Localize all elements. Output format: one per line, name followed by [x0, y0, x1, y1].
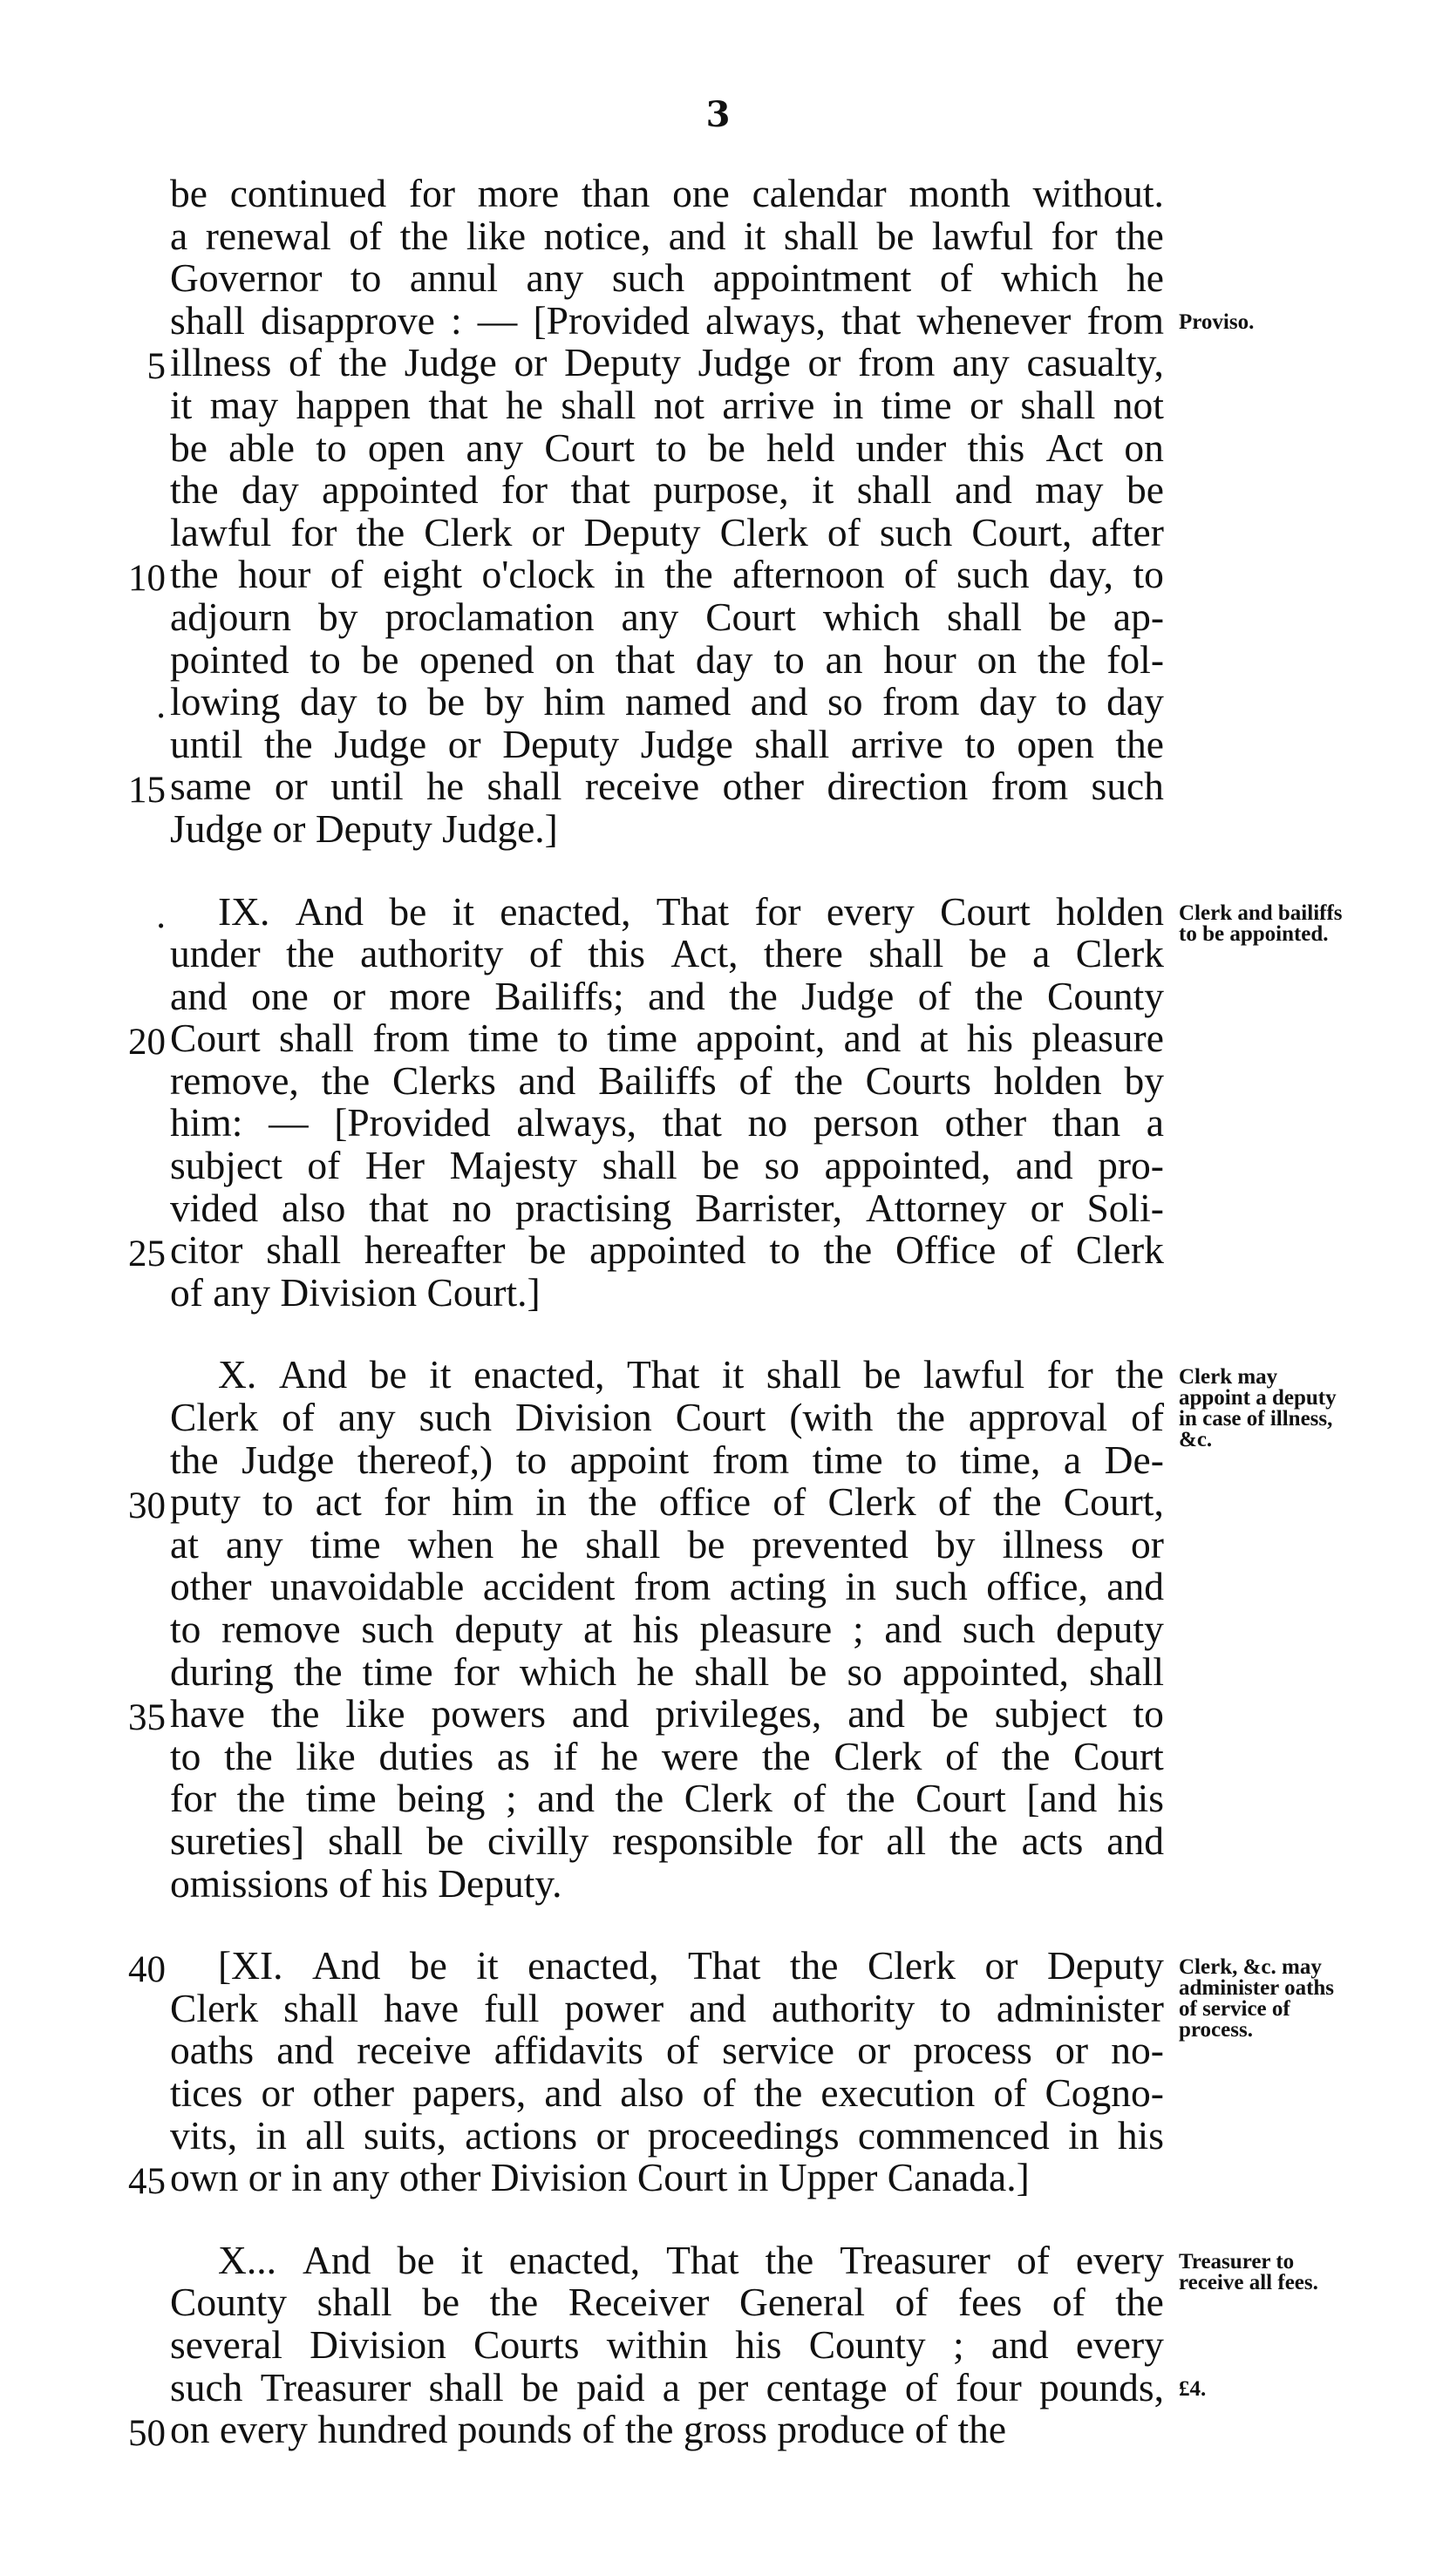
line-number: . — [156, 685, 166, 727]
text-line: remove, the Clerks and Bailiffs of the Courts holden by — [170, 1057, 1164, 1103]
text-line: IX. And be it enacted, That for every Court holden — [218, 888, 1164, 934]
paragraph-gap — [170, 1905, 1164, 1945]
text-line: him: — [Provided always, that no person other than a — [170, 1100, 1164, 1145]
text-line: for the time being ; and the Clerk of the Court [and his — [170, 1776, 1164, 1821]
body-text — [170, 173, 1164, 2451]
page-number: 3 — [705, 94, 731, 135]
text-line: be able to open any Court to be held under this Act on — [170, 425, 1164, 470]
text-line: to the like duties as if he were the Clerk of the Court — [170, 1733, 1164, 1778]
text-line: such Treasurer shall be paid a per centage of four pounds, — [170, 2364, 1164, 2409]
text-line: lawful for the Clerk or Deputy Clerk of such Court, after — [170, 509, 1164, 554]
text-line: illness of the Judge or Deputy Judge or from any casualty, — [170, 340, 1164, 385]
line-number: 25 — [128, 1234, 166, 1275]
text-line: have the like powers and privileges, and be subject to — [170, 1691, 1164, 1737]
margin-note: Clerk may appoint a deputy in case of illness, &c. — [1179, 1364, 1337, 1451]
text-line: the Judge thereof,) to appoint from time to time, a De- — [170, 1437, 1164, 1482]
line-number: 15 — [128, 770, 166, 812]
text-line: County shall be the Receiver General of fees of the — [170, 2280, 1164, 2325]
text-line: X. And be it enacted, That it shall be lawful for the — [218, 1352, 1164, 1397]
paragraph-gap — [170, 1314, 1164, 1354]
line-number: 30 — [128, 1485, 166, 1527]
text-line: until the Judge or Deputy Judge shall arrive to open the — [170, 721, 1164, 766]
margin-note: £4. — [1179, 2376, 1207, 2401]
line-number: 20 — [128, 1022, 166, 1064]
line-number: 50 — [128, 2413, 166, 2455]
text-line: adjourn by proclamation any Court which shall be ap- — [170, 594, 1164, 639]
text-line: and one or more Bailiffs; and the Judge of the County — [170, 973, 1164, 1018]
paragraph-gap — [170, 851, 1164, 891]
text-line: shall disapprove : — [Provided always, that whenever from — [170, 297, 1164, 343]
text-line: on every hundred pounds of the gross produce of the — [170, 2407, 1007, 2452]
margin-note: Clerk and bailiffs to be appointed. — [1179, 901, 1343, 946]
text-line: several Division Courts within his County ; and every — [170, 2321, 1164, 2367]
text-line: it may happen that he shall not arrive in time or shall not — [170, 382, 1164, 427]
text-line: Clerk shall have full power and authority to administer — [170, 1985, 1164, 2030]
text-line: under the authority of this Act, there shall be a Clerk — [170, 931, 1164, 976]
text-line: to remove such deputy at his pleasure ; and such deputy — [170, 1607, 1164, 1651]
margin-note: Clerk, &c. may administer oaths of service of process. — [1179, 1955, 1335, 2042]
text-line: a renewal of the like notice, and it shall be lawful for the — [170, 213, 1164, 258]
text-line: the hour of eight o'clock in the afternoon of such day, to — [170, 552, 1164, 597]
line-number: . — [156, 894, 166, 936]
text-line: pointed to be opened on that day to an hour on the fol- — [170, 636, 1164, 682]
text-line: vided also that no practising Barrister, Attorney or Soli- — [170, 1185, 1164, 1230]
paragraph-gap — [170, 2199, 1164, 2240]
text-line: at any time when he shall be prevented by illness or — [170, 1521, 1164, 1567]
text-line: own or in any other Division Court in Upper Canada.] — [170, 2155, 1030, 2200]
margin-note: Treasurer to receive all fees. — [1179, 2250, 1318, 2294]
text-line: [XI. And be it enacted, That the Clerk or Deputy — [218, 1943, 1164, 1988]
text-line: sureties] shall be civilly responsible for all the acts and — [170, 1818, 1164, 1863]
text-line: same or until he shall receive other direction from such — [170, 764, 1164, 809]
text-line: Governor to annul any such appointment of which he — [170, 255, 1164, 301]
text-line: X... And be it enacted, That the Treasurer of every — [218, 2237, 1164, 2282]
text-line: omissions of his Deputy. — [170, 1860, 562, 1906]
text-line: the day appointed for that purpose, it shall and may be — [170, 467, 1164, 513]
text-line: Clerk of any such Division Court (with the approval of — [170, 1395, 1164, 1440]
margin-note: Proviso. — [1179, 309, 1255, 334]
text-line: tices or other papers, and also of the execution of Cogno- — [170, 2070, 1164, 2115]
line-number: 35 — [128, 1697, 166, 1739]
text-line: Judge or Deputy Judge.] — [170, 805, 558, 851]
text-line: oaths and receive affidavits of service or process or no- — [170, 2028, 1164, 2073]
text-line: be continued for more than one calendar month without. — [170, 171, 1164, 215]
text-line: puty to act for him in the office of Clerk of the Court, — [170, 1479, 1164, 1525]
text-line: lowing day to be by him named and so from day to day — [170, 679, 1164, 724]
text-line: during the time for which he shall be so appointed, shall — [170, 1648, 1164, 1694]
line-number: 45 — [128, 2161, 166, 2203]
line-number: 5 — [146, 346, 166, 388]
text-line: vits, in all suits, actions or proceedings commenced in his — [170, 2112, 1164, 2158]
text-line: citor shall hereafter be appointed to the Office of Clerk — [170, 1227, 1164, 1273]
text-line: of any Division Court.] — [170, 1269, 541, 1315]
line-number: 10 — [128, 558, 166, 600]
text-line: Court shall from time to time appoint, and at his pleasure — [170, 1016, 1164, 1061]
text-line: other unavoidable accident from acting in such office, and — [170, 1564, 1164, 1609]
line-number: 40 — [128, 1949, 166, 1991]
text-line: subject of Her Majesty shall be so appointed, and pro- — [170, 1143, 1164, 1188]
